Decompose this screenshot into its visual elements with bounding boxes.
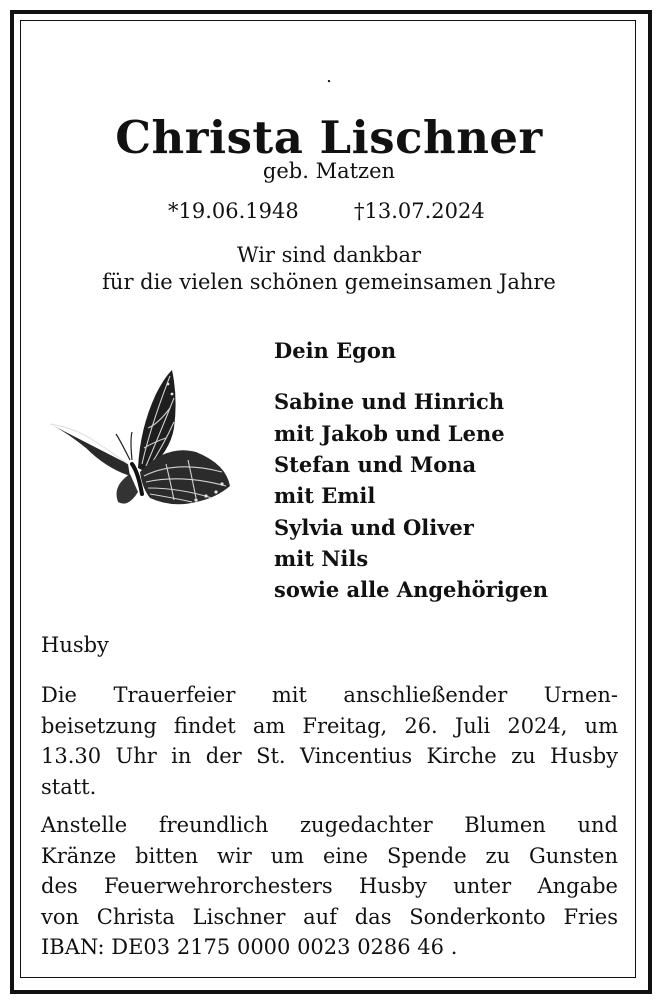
family-line-8: sowie alle Angehörigen (274, 577, 549, 602)
service-line-4: statt. (41, 774, 97, 799)
thanks-line-1: Wir sind dankbar (237, 243, 421, 267)
family-line-1: Dein Egon (274, 338, 397, 363)
donation-paragraph (41, 810, 618, 963)
service-line-3: 13.30 Uhr in der St. Vincentius Kirche zu Husby (41, 744, 618, 768)
donation-line-2: Kränze bitten wir um eine Spende zu Gunsten (41, 843, 618, 868)
birth-date: *19.06.1948 (168, 199, 299, 223)
family-line-5: mit Emil (274, 483, 376, 508)
service-line-2: beisetzung findet am Freitag, 26. Juli 2024, um (41, 713, 618, 738)
top-dot: . (326, 66, 332, 87)
donation-line-4: von Christa Lischner auf das Sonderkonto Fries (41, 904, 618, 929)
donation-line-5: IBAN: DE03 2175 0000 0023 0286 46 . (41, 935, 458, 959)
donation-line-1: Anstelle freundlich zugedachter Blumen und (41, 813, 618, 837)
death-date: †13.07.2024 (354, 199, 485, 223)
maiden-name: geb. Matzen (262, 159, 396, 183)
family-line-3: mit Jakob und Lene (274, 421, 505, 446)
deceased-name: Christa Lischner (115, 111, 543, 164)
place: Husby (41, 633, 109, 657)
family-line-4: Stefan und Mona (274, 452, 477, 477)
donation-line-3: des Feuerwehrorchesters Husby unter Angabe (41, 874, 618, 898)
butterfly-image (46, 368, 232, 520)
family-line-6: Sylvia und Oliver (274, 515, 474, 540)
service-paragraph (41, 680, 618, 802)
family-line-7: mit Nils (274, 546, 369, 571)
family-line-2: Sabine und Hinrich (274, 389, 505, 414)
thanks-line-2: für die vielen schönen gemeinsamen Jahre (102, 270, 556, 294)
service-line-1: Die Trauerfeier mit anschließender Urnen- (41, 683, 618, 707)
